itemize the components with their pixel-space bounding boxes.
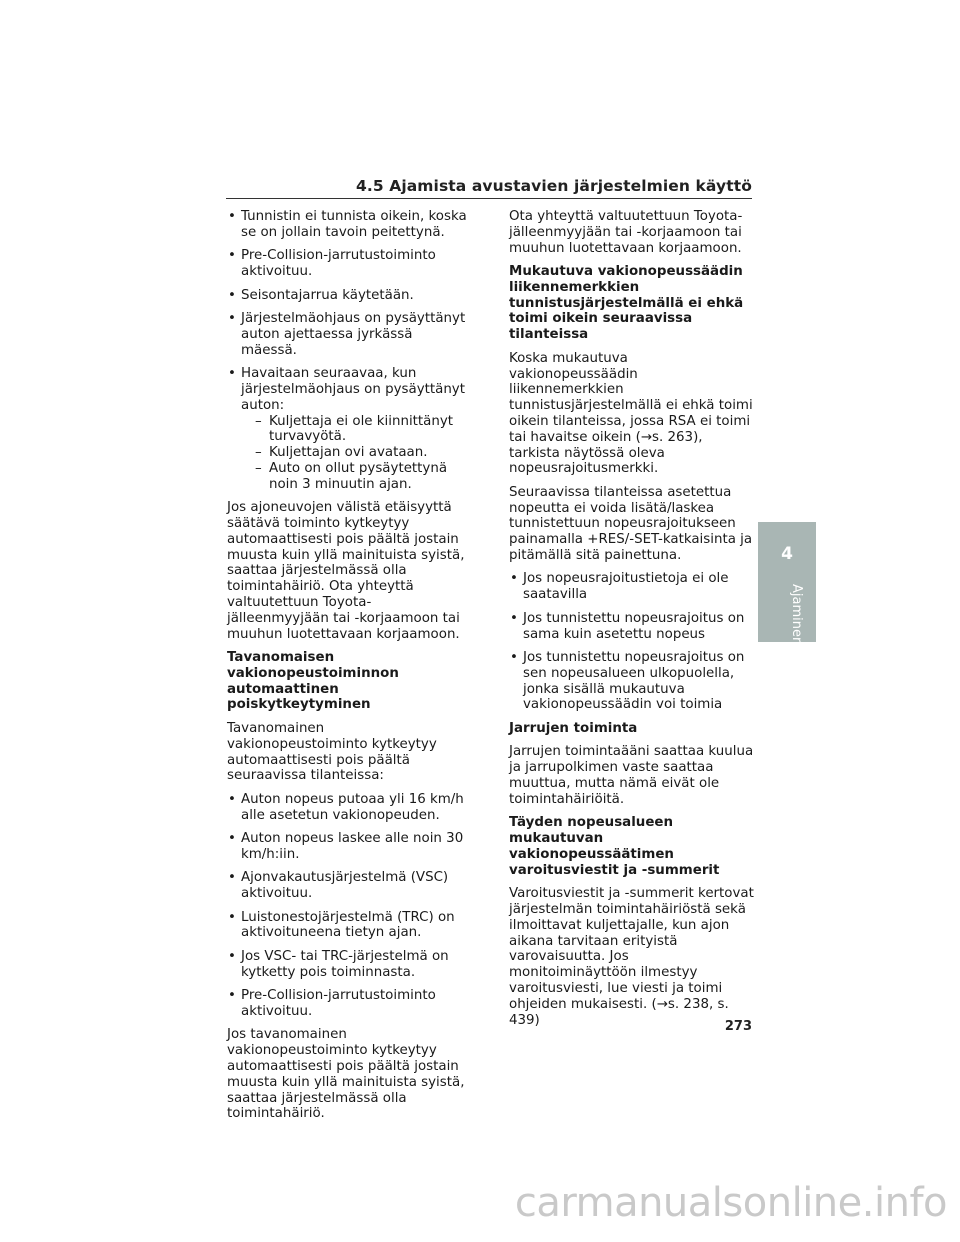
list-item: • Järjestelmäohjaus on pysäyttänyt auton ajettaessa jyrkässä mäessä. <box>227 311 467 358</box>
chapter-tab <box>758 522 816 646</box>
header-rule <box>226 198 752 199</box>
list-item: • Tunnistin ei tunnista oikein, koska se on jollain tavoin peitettynä. <box>227 209 467 241</box>
list-item-text: Havaitaan seuraavaa, kun järjestelmäohjaus on pysäyttänyt auton: <box>241 366 465 413</box>
left-column <box>227 209 467 1130</box>
paragraph: Jos tavanomainen vakionopeustoiminto kytkeytyy automaattisesti pois päältä jostain muusta kuin yllä mainituista syistä, saattaa järjestelmässä olla toimintahäiriö. <box>227 1027 465 1122</box>
dash-sublist <box>241 414 467 493</box>
right-bullet-list <box>509 571 754 713</box>
chapter-label: Ajaminen <box>789 584 804 646</box>
paragraph: Seuraavissa tilanteissa asetettua nopeutta ei voida lisätä/laskea tunnistettuun nopeusrajoitukseen painamalla +RES/-SET-katkaisinta ja pitämällä sitä painettuna. <box>509 484 753 563</box>
list-item: • Luistonestojärjestelmä (TRC) on aktivoituneena tietyn ajan. <box>227 910 467 942</box>
list-item: • Jos nopeusrajoitustietoja ei ole saatavilla <box>509 571 754 603</box>
left-bullet-list-2 <box>227 792 467 1020</box>
paragraph: Koska mukautuva vakionopeussäädin liikennemerkkien tunnistusjärjestelmällä ei ehkä toimi oikein tilanteissa, jossa RSA ei toimi tai havaitse oikein (→s. 263), tarkista näytössä oleva nopeusrajoitusmerkki. <box>509 350 753 477</box>
list-item: • Seisontajarrua käytetään. <box>227 288 467 304</box>
watermark: carmanualsonline.info <box>514 1180 947 1226</box>
section-heading: Tavanomaisen vakionopeustoiminnon automaattinen poiskytkeytyminen <box>227 650 399 713</box>
sublist-item: – Auto on ollut pysäytettynä noin 3 minuutin ajan. <box>241 461 467 493</box>
paragraph: Ota yhteyttä valtuutettuun Toyota-jälleenmyyjään tai -korjaamoon tai muuhun luotettavaan korjaamoon. <box>509 209 743 256</box>
list-item: • Pre-Collision-jarrutustoiminto aktivoituu. <box>227 988 467 1020</box>
list-item: • Jos tunnistettu nopeusrajoitus on sen nopeusalueen ulkopuolella, jonka sisällä mukautuva vakionopeussäädin voi toimia <box>509 650 754 713</box>
list-item: • Jos VSC- tai TRC-järjestelmä on kytketty pois toiminnasta. <box>227 949 467 981</box>
list-item: • Ajonvakautusjärjestelmä (VSC) aktivoituu. <box>227 870 467 902</box>
list-item-with-sublist <box>227 366 467 492</box>
paragraph: Jos ajoneuvojen välistä etäisyyttä säätävä toiminto kytkeytyy automaattisesti pois päältä jostain muusta kuin yllä mainituista syistä, saattaa järjestelmässä olla toimintahäiriö. Ota yhteyttä valtuutettuun Toyota-jälleenmyyjään tai -korjaamoon tai muuhun luotettavaan korjaamoon. <box>227 500 465 642</box>
page-number: 273 <box>724 1019 752 1034</box>
paragraph: Jarrujen toimintaääni saattaa kuulua ja jarrupolkimen vaste saattaa muuttua, mutta nämä eivät ole toimintahäiriöitä. <box>509 744 754 807</box>
paragraph: Varoitusviestit ja -summerit kertovat järjestelmän toimintahäiriöstä sekä ilmoittavat kuljettajalle, kun ajon aikana tarvitaan erityistä varovaisuutta. Jos monitoiminäyttöön ilmestyy varoitusviesti, lue viesti ja toimi ohjeiden mukaisesti. (→s. 238, s. 439) <box>509 886 754 1028</box>
paragraph: Tavanomainen vakionopeustoiminto kytkeytyy automaattisesti pois päältä seuraavissa tilanteissa: <box>227 720 437 784</box>
sublist-item: – Kuljettaja ei ole kiinnittänyt turvavyötä. <box>241 414 467 446</box>
section-heading: Täyden nopeusalueen mukautuvan vakionopeussäätimen varoitusviestit ja -summerit <box>509 815 720 878</box>
list-item: • Auton nopeus laskee alle noin 30 km/h:iin. <box>227 831 467 863</box>
right-column <box>509 209 754 1036</box>
section-heading: Mukautuva vakionopeussäädin liikennemerkkien tunnistusjärjestelmällä ei ehkä toimi oikein seuraavissa tilanteissa <box>509 264 744 343</box>
list-item: • Pre-Collision-jarrutustoiminto aktivoituu. <box>227 248 467 280</box>
list-item: • Auton nopeus putoaa yli 16 km/h alle asetetun vakionopeuden. <box>227 792 467 824</box>
chapter-number: 4 <box>781 544 793 564</box>
list-item: • Jos tunnistettu nopeusrajoitus on sama kuin asetettu nopeus <box>509 611 754 643</box>
left-bullet-list-1 <box>227 209 467 493</box>
section-heading: Jarrujen toiminta <box>509 720 638 736</box>
section-header: 4.5 Ajamista avustavien järjestelmien käyttö <box>355 177 752 195</box>
sublist-item: – Kuljettajan ovi avataan. <box>241 445 467 461</box>
